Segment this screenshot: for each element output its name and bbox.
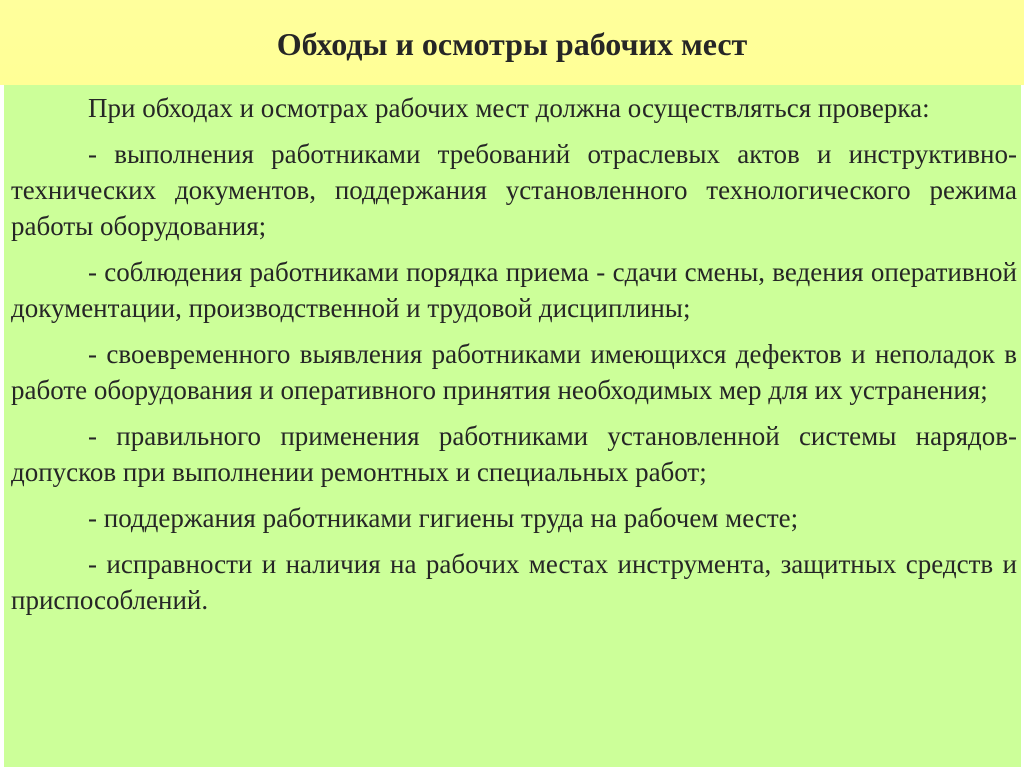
checklist-item-1: - выполнения работниками требований отраслевых актов и инструктивно-технических документов, поддержания установленного технологического режима работы оборудования; bbox=[11, 139, 1017, 241]
slide-content bbox=[11, 90, 1017, 618]
slide-title: Обходы и осмотры рабочих мест bbox=[276, 26, 748, 62]
title-bar bbox=[0, 0, 1024, 85]
checklist-item-5: - поддержания работниками гигиены труда на рабочем месте; bbox=[88, 503, 799, 533]
checklist-item-3: - своевременного выявления работниками имеющихся дефектов и неполадок в работе оборудования и оперативного принятия необходимых мер для их устранения; bbox=[11, 339, 1017, 405]
checklist-item-2: - соблюдения работниками порядка приема - сдачи смены, ведения оперативной документации, производственной и трудовой дисциплины; bbox=[11, 257, 1017, 323]
checklist-item-6: - исправности и наличия на рабочих местах инструмента, защитных средств и приспособлений. bbox=[11, 549, 1017, 615]
checklist-item-4: - правильного применения работниками установленной системы нарядов-допусков при выполнении ремонтных и специальных работ; bbox=[11, 421, 1017, 487]
intro-paragraph: При обходах и осмотрах рабочих мест должна осуществляться проверка: bbox=[88, 93, 930, 123]
